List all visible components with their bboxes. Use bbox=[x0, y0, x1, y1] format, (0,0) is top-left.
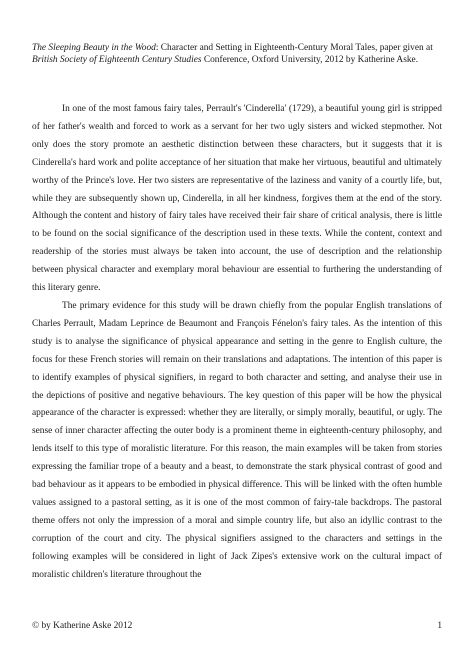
citation-title: The Sleeping Beauty in the Wood bbox=[32, 43, 156, 53]
paragraph-2: The primary evidence for this study will be drawn chiefly from the popular English translations of Charles Perrault, Madam Leprince de Beaumont and François Fénelon's fairy tales. As the intention of this study is to analyse the significance of physical appearance and setting in the genre to English culture, the focus for these French stories will remain on their translations and adaptations. The intention of this paper is to identify examples of physical signifiers, in regard to both character and setting, and analyse their use in the depictions of positive and negative behaviours. The key question of this paper will be how the physical appearance of the character is expressed: whether they are literally, or simply morally, beautiful, or ugly. The sense of inner character affecting the outer body is a prominent theme in eighteenth-century philosophy, and lends itself to this type of moralistic literature. For this reason, the main examples will be taken from stories expressing the familiar trope of a beauty and a beast, to demonstrate the stark physical contrast of good and bad behaviour as it appears to be embodied in physical difference. This will be linked with the often humble values assigned to a pastoral setting, as it is one of the most common of fairy-tale backdrops. The pastoral theme offers not only the impression of a moral and simple country life, but also an idyllic contrast to the corruption of the court and city. The physical signifiers assigned to the characters and settings in the following examples will be considered in light of Jack Zipes's extensive work on the cultural impact of moralistic children's literature throughout the bbox=[32, 300, 442, 580]
citation-details: Conference, Oxford University, 2012 by Katherine Aske. bbox=[201, 55, 419, 66]
citation-society: British Society of Eighteenth Century Studies bbox=[32, 55, 202, 66]
footer-copyright: © by Katherine Aske 2012 bbox=[32, 621, 133, 631]
citation-title-rest: : Character and Setting in Eighteenth-Century Moral Tales, paper given at bbox=[155, 43, 433, 53]
page-number: 1 bbox=[437, 621, 442, 631]
body-text bbox=[32, 101, 442, 584]
paragraph-1: In one of the most famous fairy tales, Perrault's 'Cinderella' (1729), a beautiful young girl is stripped of her father's wealth and forced to work as a servant for her two ugly sisters and wicked stepmother. Not only does the story promote an aesthetic distinction between these characters, but it suggests that it is Cinderella's hard work and polite acceptance of her situation that make her virtuous, beautiful and ultimately worthy of the Prince's love. Her two sisters are representative of the laziness and vanity of a courtly life, but, while they are subsequently shown up, Cinderella, in all her kindness, forgives them at the end of the story. Although the content and history of fairy tales have received their fair share of critical analysis, there is little to be found on the social significance of the description used in these texts. While the content, context and readership of the stories must always be taken into account, the use of description and the relationship between physical character and exemplary moral behaviour are essential to furthering the understanding of this literary genre. bbox=[32, 104, 442, 294]
citation-header bbox=[32, 42, 442, 67]
